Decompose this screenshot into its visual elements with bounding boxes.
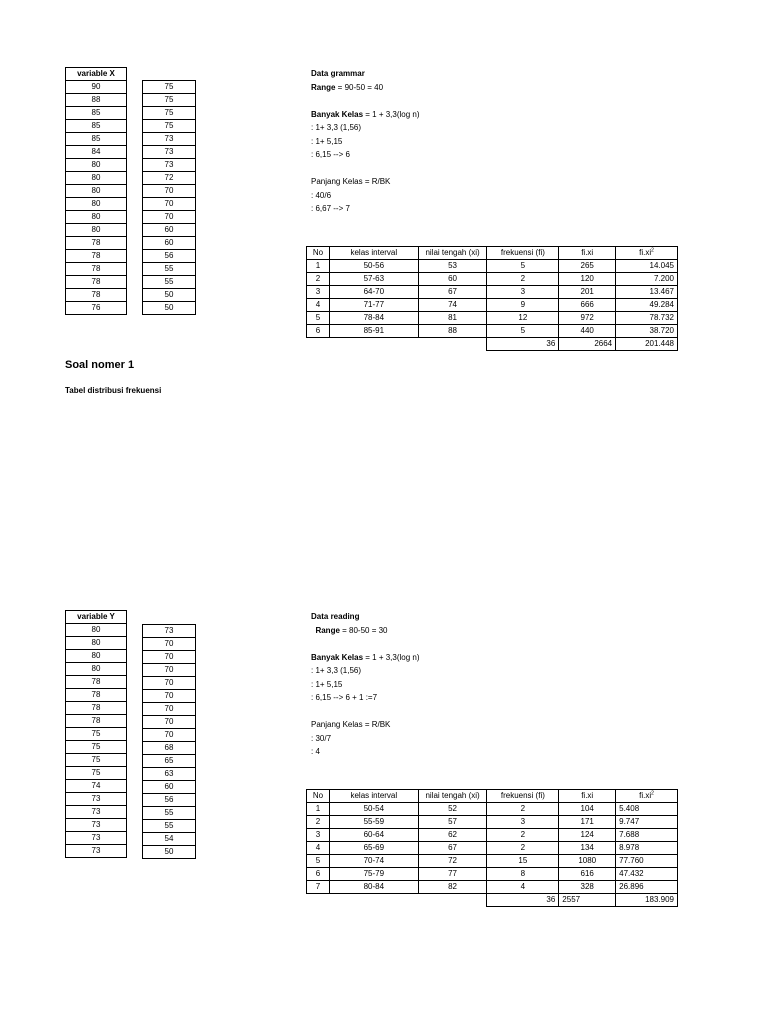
freq-cell: 55-59 — [329, 816, 418, 829]
table-row — [143, 690, 196, 703]
table-cell: 90 — [66, 81, 127, 94]
freq-cell: 1 — [307, 803, 330, 816]
table-row — [143, 703, 196, 716]
table-row — [143, 250, 196, 263]
freq-cell: 47.432 — [616, 868, 678, 881]
table-cell: 72 — [143, 172, 196, 185]
table-cell: 76 — [66, 302, 127, 315]
table-cell: 55 — [143, 820, 196, 833]
reading-notes — [311, 610, 420, 759]
table-cell: 60 — [143, 224, 196, 237]
blank-cell — [307, 338, 487, 351]
freq-cell: 14.045 — [616, 260, 678, 273]
freq-row — [307, 286, 678, 299]
freq-cell: 4 — [307, 299, 330, 312]
table-cell: 70 — [143, 651, 196, 664]
freq-total-row — [307, 338, 678, 351]
table-row — [66, 780, 127, 793]
table-row — [66, 120, 127, 133]
grammar-notes — [311, 67, 420, 216]
freq-cell: 201 — [559, 286, 616, 299]
freq-cell: 52 — [418, 803, 487, 816]
freq-cell: 1 — [307, 260, 330, 273]
variable-y-second-column — [142, 624, 196, 859]
table-cell: 70 — [143, 703, 196, 716]
freq-row — [307, 881, 678, 894]
table-cell: 80 — [66, 224, 127, 237]
table-row — [66, 211, 127, 224]
table-cell: 80 — [66, 172, 127, 185]
freq-cell: 71-77 — [329, 299, 418, 312]
header-text: fi.xi — [639, 791, 652, 800]
table-cell: 78 — [66, 237, 127, 250]
table-row — [143, 94, 196, 107]
table-row — [143, 263, 196, 276]
table-row — [143, 302, 196, 315]
table-row — [66, 702, 127, 715]
table-cell: 78 — [66, 689, 127, 702]
freq-cell: 74 — [418, 299, 487, 312]
table-row — [143, 107, 196, 120]
table-row — [143, 768, 196, 781]
banyak-kelas-line: Banyak Kelas = 1 + 3,3(log n) — [311, 652, 420, 662]
table-row — [143, 172, 196, 185]
freq-cell: 3 — [487, 286, 559, 299]
table-cell: 75 — [66, 728, 127, 741]
freq-header-cell: frekuensi (fi) — [487, 790, 559, 803]
fixi2-header — [639, 248, 654, 257]
freq-header-cell: nilai tengah (xi) — [418, 247, 487, 260]
freq-cell: 62 — [418, 829, 487, 842]
freq-cell: 3 — [487, 816, 559, 829]
table-cell: 55 — [143, 807, 196, 820]
freq-header-cell: fi.xi — [559, 247, 616, 260]
panjang-kelas-line: Panjang Kelas = R/BK — [311, 177, 391, 186]
table-row — [143, 146, 196, 159]
freq-cell: 57 — [418, 816, 487, 829]
table-row — [143, 781, 196, 794]
table-cell: 56 — [143, 794, 196, 807]
table-cell: 73 — [66, 832, 127, 845]
pk-step: : 40/6 — [311, 190, 332, 200]
table-row — [143, 133, 196, 146]
freq-cell: 6 — [307, 325, 330, 338]
freq-row — [307, 260, 678, 273]
freq-header-cell: frekuensi (fi) — [487, 247, 559, 260]
table-cell: 74 — [66, 780, 127, 793]
freq-row — [307, 299, 678, 312]
table-row — [143, 820, 196, 833]
table-cell: 56 — [143, 250, 196, 263]
table-cell: 60 — [143, 237, 196, 250]
table-row — [143, 625, 196, 638]
table-cell: 73 — [66, 793, 127, 806]
frequency-table-x — [306, 246, 678, 351]
freq-cell: 2 — [307, 273, 330, 286]
table-row — [66, 302, 127, 315]
table-cell: 75 — [143, 120, 196, 133]
table-cell: 85 — [66, 107, 127, 120]
table-row — [143, 198, 196, 211]
table-cell: 70 — [143, 690, 196, 703]
freq-cell: 2 — [487, 829, 559, 842]
table-cell: 80 — [66, 663, 127, 676]
table-row — [66, 806, 127, 819]
pk-step: : 30/7 — [311, 733, 332, 743]
table-row — [66, 689, 127, 702]
freq-cell: 81 — [418, 312, 487, 325]
range-line: Range = 90-50 = 40 — [311, 82, 384, 92]
freq-cell: 60-64 — [329, 829, 418, 842]
freq-cell: 82 — [418, 881, 487, 894]
bk-step: : 1+ 5,15 — [311, 136, 343, 146]
freq-cell: 15 — [487, 855, 559, 868]
table-cell: 60 — [143, 781, 196, 794]
blank-cell — [307, 894, 487, 907]
table-row — [66, 793, 127, 806]
table-row — [66, 754, 127, 767]
freq-cell: 49.284 — [616, 299, 678, 312]
table-cell: 75 — [143, 81, 196, 94]
table-row — [66, 715, 127, 728]
soal-title: Soal nomer 1 — [65, 359, 135, 371]
bk-step: : 1+ 3,3 (1,56) — [311, 666, 362, 675]
table-cell: 80 — [66, 624, 127, 637]
freq-cell: 5 — [487, 260, 559, 273]
total-fixi2: 201.448 — [616, 338, 678, 351]
table-row — [143, 846, 196, 859]
table-row — [66, 237, 127, 250]
panjang-kelas-line: Panjang Kelas = R/BK — [311, 720, 391, 729]
table-row — [66, 146, 127, 159]
table-cell: 80 — [66, 198, 127, 211]
table-cell: 70 — [143, 729, 196, 742]
bk-step: : 1+ 5,15 — [311, 679, 343, 689]
soal-subtitle: Tabel distribusi frekuensi — [65, 386, 162, 395]
table-row — [66, 172, 127, 185]
table-row — [66, 819, 127, 832]
frequency-table-y — [306, 789, 678, 907]
variable-x-second-column — [142, 80, 196, 315]
table-row — [143, 755, 196, 768]
table-row — [66, 832, 127, 845]
table-cell: 75 — [66, 741, 127, 754]
freq-cell: 38.720 — [616, 325, 678, 338]
freq-header-cell: No — [307, 247, 330, 260]
freq-cell: 4 — [307, 842, 330, 855]
table-row — [143, 211, 196, 224]
superscript: 2 — [651, 790, 654, 797]
table-cell: 80 — [66, 185, 127, 198]
table-row — [66, 94, 127, 107]
table-row — [66, 107, 127, 120]
variable-x-column — [65, 67, 127, 315]
bk-step: : 6,15 --> 6 — [311, 150, 350, 159]
freq-cell: 4 — [487, 881, 559, 894]
freq-cell: 8 — [487, 868, 559, 881]
table-cell: 73 — [66, 845, 127, 858]
table-row — [143, 651, 196, 664]
column-header: variable Y — [66, 611, 127, 624]
table-cell: 54 — [143, 833, 196, 846]
freq-cell: 171 — [559, 816, 616, 829]
freq-cell: 77.760 — [616, 855, 678, 868]
table-row — [143, 833, 196, 846]
table-cell: 70 — [143, 211, 196, 224]
freq-total-row — [307, 894, 678, 907]
freq-cell: 13.467 — [616, 286, 678, 299]
table-cell: 73 — [143, 625, 196, 638]
table-row — [143, 664, 196, 677]
table-row — [66, 198, 127, 211]
table-cell: 75 — [143, 94, 196, 107]
header-text: fi.xi — [639, 248, 652, 257]
column-header-row — [66, 68, 127, 81]
total-fixi2: 183.909 — [616, 894, 678, 907]
table-cell: 63 — [143, 768, 196, 781]
fixi2-header — [639, 791, 654, 800]
table-row — [66, 741, 127, 754]
table-row — [143, 638, 196, 651]
table-row — [143, 276, 196, 289]
column-header-row — [66, 611, 127, 624]
table-cell: 70 — [143, 664, 196, 677]
freq-header-row — [307, 247, 678, 260]
total-fixi: 2557 — [559, 894, 616, 907]
freq-cell: 5 — [307, 312, 330, 325]
table-row — [66, 81, 127, 94]
total-fixi: 2664 — [559, 338, 616, 351]
table-cell: 70 — [143, 198, 196, 211]
table-cell: 75 — [143, 107, 196, 120]
table-row — [66, 676, 127, 689]
table-row — [143, 81, 196, 94]
table-cell: 50 — [143, 289, 196, 302]
freq-cell: 80-84 — [329, 881, 418, 894]
table-row — [66, 663, 127, 676]
freq-cell: 440 — [559, 325, 616, 338]
variable-y-column — [65, 610, 127, 858]
freq-cell: 72 — [418, 855, 487, 868]
freq-cell: 60 — [418, 273, 487, 286]
table-cell: 78 — [66, 289, 127, 302]
table-cell: 73 — [143, 133, 196, 146]
freq-header-row — [307, 790, 678, 803]
freq-row — [307, 312, 678, 325]
freq-cell: 57-63 — [329, 273, 418, 286]
table-cell: 78 — [66, 250, 127, 263]
freq-cell: 7 — [307, 881, 330, 894]
table-row — [66, 250, 127, 263]
table-row — [143, 224, 196, 237]
table-row — [66, 624, 127, 637]
freq-cell: 7.200 — [616, 273, 678, 286]
bk-step: : 6,15 --> 6 + 1 :=7 — [311, 693, 378, 702]
table-cell: 70 — [143, 185, 196, 198]
table-cell: 85 — [66, 133, 127, 146]
table-cell: 73 — [66, 806, 127, 819]
freq-cell: 77 — [418, 868, 487, 881]
table-cell: 88 — [66, 94, 127, 107]
table-row — [143, 729, 196, 742]
table-row — [143, 742, 196, 755]
table-cell: 80 — [66, 637, 127, 650]
freq-cell: 2 — [307, 816, 330, 829]
freq-cell: 6 — [307, 868, 330, 881]
table-cell: 78 — [66, 702, 127, 715]
pk-step: : 4 — [311, 747, 320, 756]
table-cell: 80 — [66, 650, 127, 663]
freq-cell: 70-74 — [329, 855, 418, 868]
table-row — [66, 263, 127, 276]
superscript: 2 — [651, 247, 654, 254]
freq-header-cell — [616, 247, 678, 260]
freq-row — [307, 325, 678, 338]
table-cell: 70 — [143, 677, 196, 690]
freq-cell: 124 — [559, 829, 616, 842]
table-cell: 50 — [143, 302, 196, 315]
total-frekuensi: 36 — [487, 338, 559, 351]
freq-cell: 616 — [559, 868, 616, 881]
table-cell: 65 — [143, 755, 196, 768]
freq-cell: 972 — [559, 312, 616, 325]
table-row — [143, 185, 196, 198]
table-cell: 73 — [143, 146, 196, 159]
table-cell: 73 — [143, 159, 196, 172]
freq-cell: 265 — [559, 260, 616, 273]
table-row — [66, 224, 127, 237]
freq-cell: 2 — [487, 842, 559, 855]
freq-cell: 104 — [559, 803, 616, 816]
freq-header-cell: kelas interval — [329, 790, 418, 803]
freq-cell: 50-54 — [329, 803, 418, 816]
freq-cell: 5.408 — [616, 803, 678, 816]
freq-row — [307, 816, 678, 829]
freq-cell: 134 — [559, 842, 616, 855]
freq-header-cell — [616, 790, 678, 803]
freq-cell: 78-84 — [329, 312, 418, 325]
table-cell: 70 — [143, 716, 196, 729]
freq-cell: 666 — [559, 299, 616, 312]
table-cell: 85 — [66, 120, 127, 133]
data-title: Data grammar — [311, 69, 365, 78]
table-row — [66, 159, 127, 172]
table-cell: 70 — [143, 638, 196, 651]
freq-cell: 75-79 — [329, 868, 418, 881]
freq-header-cell: fi.xi — [559, 790, 616, 803]
table-cell: 78 — [66, 715, 127, 728]
freq-cell: 78.732 — [616, 312, 678, 325]
table-cell: 75 — [66, 767, 127, 780]
table-cell: 50 — [143, 846, 196, 859]
total-frekuensi: 36 — [487, 894, 559, 907]
freq-row — [307, 829, 678, 842]
freq-cell: 88 — [418, 325, 487, 338]
table-cell: 84 — [66, 146, 127, 159]
table-cell: 55 — [143, 263, 196, 276]
table-row — [66, 637, 127, 650]
freq-row — [307, 803, 678, 816]
freq-cell: 26.896 — [616, 881, 678, 894]
freq-cell: 9.747 — [616, 816, 678, 829]
freq-cell: 65-69 — [329, 842, 418, 855]
pk-step: : 6,67 --> 7 — [311, 204, 350, 213]
table-row — [143, 716, 196, 729]
freq-cell: 5 — [487, 325, 559, 338]
table-row — [143, 159, 196, 172]
table-row — [66, 133, 127, 146]
freq-cell: 328 — [559, 881, 616, 894]
range-line: Range = 80-50 = 30 — [315, 625, 388, 635]
table-row — [66, 276, 127, 289]
table-row — [66, 728, 127, 741]
table-row — [66, 650, 127, 663]
table-cell: 68 — [143, 742, 196, 755]
table-cell: 73 — [66, 819, 127, 832]
freq-cell: 8.978 — [616, 842, 678, 855]
freq-cell: 12 — [487, 312, 559, 325]
freq-cell: 67 — [418, 842, 487, 855]
table-cell: 55 — [143, 276, 196, 289]
freq-cell: 53 — [418, 260, 487, 273]
data-title: Data reading — [311, 612, 360, 621]
table-cell: 80 — [66, 211, 127, 224]
freq-header-cell: kelas interval — [329, 247, 418, 260]
table-row — [143, 289, 196, 302]
table-cell: 75 — [66, 754, 127, 767]
table-cell: 78 — [66, 263, 127, 276]
column-header: variable X — [66, 68, 127, 81]
freq-cell: 2 — [487, 273, 559, 286]
banyak-kelas-line: Banyak Kelas = 1 + 3,3(log n) — [311, 109, 420, 119]
freq-cell: 64-70 — [329, 286, 418, 299]
freq-cell: 3 — [307, 286, 330, 299]
freq-cell: 5 — [307, 855, 330, 868]
freq-cell: 1080 — [559, 855, 616, 868]
table-row — [143, 677, 196, 690]
freq-cell: 3 — [307, 829, 330, 842]
table-row — [143, 807, 196, 820]
table-row — [66, 185, 127, 198]
table-cell: 78 — [66, 276, 127, 289]
table-row — [143, 120, 196, 133]
table-row — [66, 845, 127, 858]
table-row — [143, 237, 196, 250]
table-row — [143, 794, 196, 807]
freq-row — [307, 273, 678, 286]
freq-header-cell: nilai tengah (xi) — [418, 790, 487, 803]
freq-row — [307, 855, 678, 868]
freq-header-cell: No — [307, 790, 330, 803]
table-cell: 80 — [66, 159, 127, 172]
freq-cell: 85-91 — [329, 325, 418, 338]
freq-cell: 7.688 — [616, 829, 678, 842]
bk-step: : 1+ 3,3 (1,56) — [311, 123, 362, 132]
freq-cell: 67 — [418, 286, 487, 299]
freq-row — [307, 842, 678, 855]
freq-row — [307, 868, 678, 881]
table-row — [66, 289, 127, 302]
freq-cell: 50-56 — [329, 260, 418, 273]
table-row — [66, 767, 127, 780]
freq-cell: 120 — [559, 273, 616, 286]
table-cell: 78 — [66, 676, 127, 689]
freq-cell: 9 — [487, 299, 559, 312]
freq-cell: 2 — [487, 803, 559, 816]
